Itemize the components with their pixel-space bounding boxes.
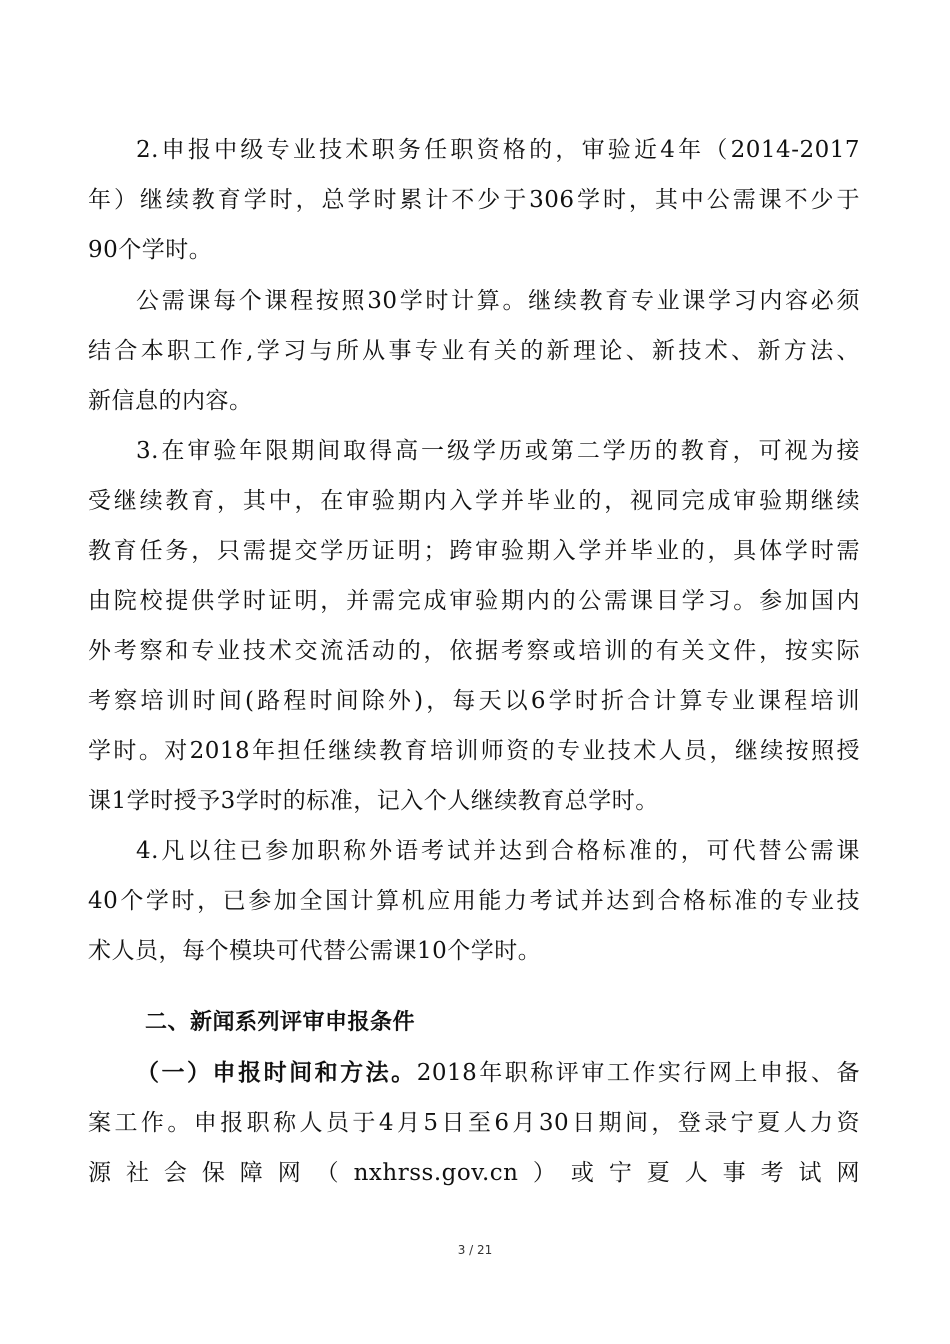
paragraph-line: 学时。对2018年担任继续教育培训师资的专业技术人员，继续按照授 bbox=[88, 738, 860, 764]
section-heading: 二、新闻系列评审申报条件 bbox=[145, 1010, 416, 1035]
paragraph-line: 课1学时授予3学时的标准，记入个人继续教育总学时。 bbox=[88, 788, 659, 814]
paragraph-text: 2018年职称评审工作实行网上申报、备 bbox=[416, 1060, 860, 1086]
paragraph-line: 新信息的内容。 bbox=[88, 388, 253, 414]
paragraph-line bbox=[136, 1058, 860, 1088]
paragraph-line: 案工作。申报职称人员于4月5日至6月30日期间，登录宁夏人力资 bbox=[88, 1110, 860, 1136]
paragraph-line: 4.凡以往已参加职称外语考试并达到合格标准的，可代替公需课 bbox=[136, 838, 860, 864]
paragraph-line: 术人员，每个模块可代替公需课10个学时。 bbox=[88, 938, 542, 964]
paragraph-line: 受继续教育，其中，在审验期内入学并毕业的，视同完成审验期继续 bbox=[88, 488, 860, 514]
paragraph-line: 年）继续教育学时，总学时累计不少于306学时，其中公需课不少于 bbox=[88, 187, 860, 213]
bold-lead: （一）申报时间和方法。 bbox=[136, 1060, 417, 1086]
paragraph-line: 教育任务，只需提交学历证明；跨审验期入学并毕业的，具体学时需 bbox=[88, 538, 860, 564]
paragraph-line: 外考察和专业技术交流活动的，依据考察或培训的有关文件，按实际 bbox=[88, 638, 860, 664]
paragraph-line: 由院校提供学时证明，并需完成审验期内的公需课目学习。参加国内 bbox=[88, 588, 860, 614]
paragraph-line: 90个学时。 bbox=[88, 237, 213, 263]
paragraph-line: 公需课每个课程按照30学时计算。继续教育专业课学习内容必须 bbox=[136, 288, 860, 314]
paragraph-line: 2.申报中级专业技术职务任职资格的，审验近4年（2014-2017 bbox=[136, 137, 860, 163]
paragraph-line: 3.在审验年限期间取得高一级学历或第二学历的教育，可视为接 bbox=[136, 438, 860, 464]
page-number: 3 / 21 bbox=[457, 1243, 493, 1257]
paragraph-line: 考察培训时间(路程时间除外)，每天以6学时折合计算专业课程培训 bbox=[88, 688, 860, 714]
paragraph-line: 40个学时，已参加全国计算机应用能力考试并达到合格标准的专业技 bbox=[88, 888, 860, 914]
paragraph-line: 源社会保障网（nxhrss.gov.cn）或宁夏人事考试网 bbox=[88, 1160, 860, 1186]
paragraph-line: 结合本职工作,学习与所从事专业有关的新理论、新技术、新方法、 bbox=[88, 338, 860, 364]
